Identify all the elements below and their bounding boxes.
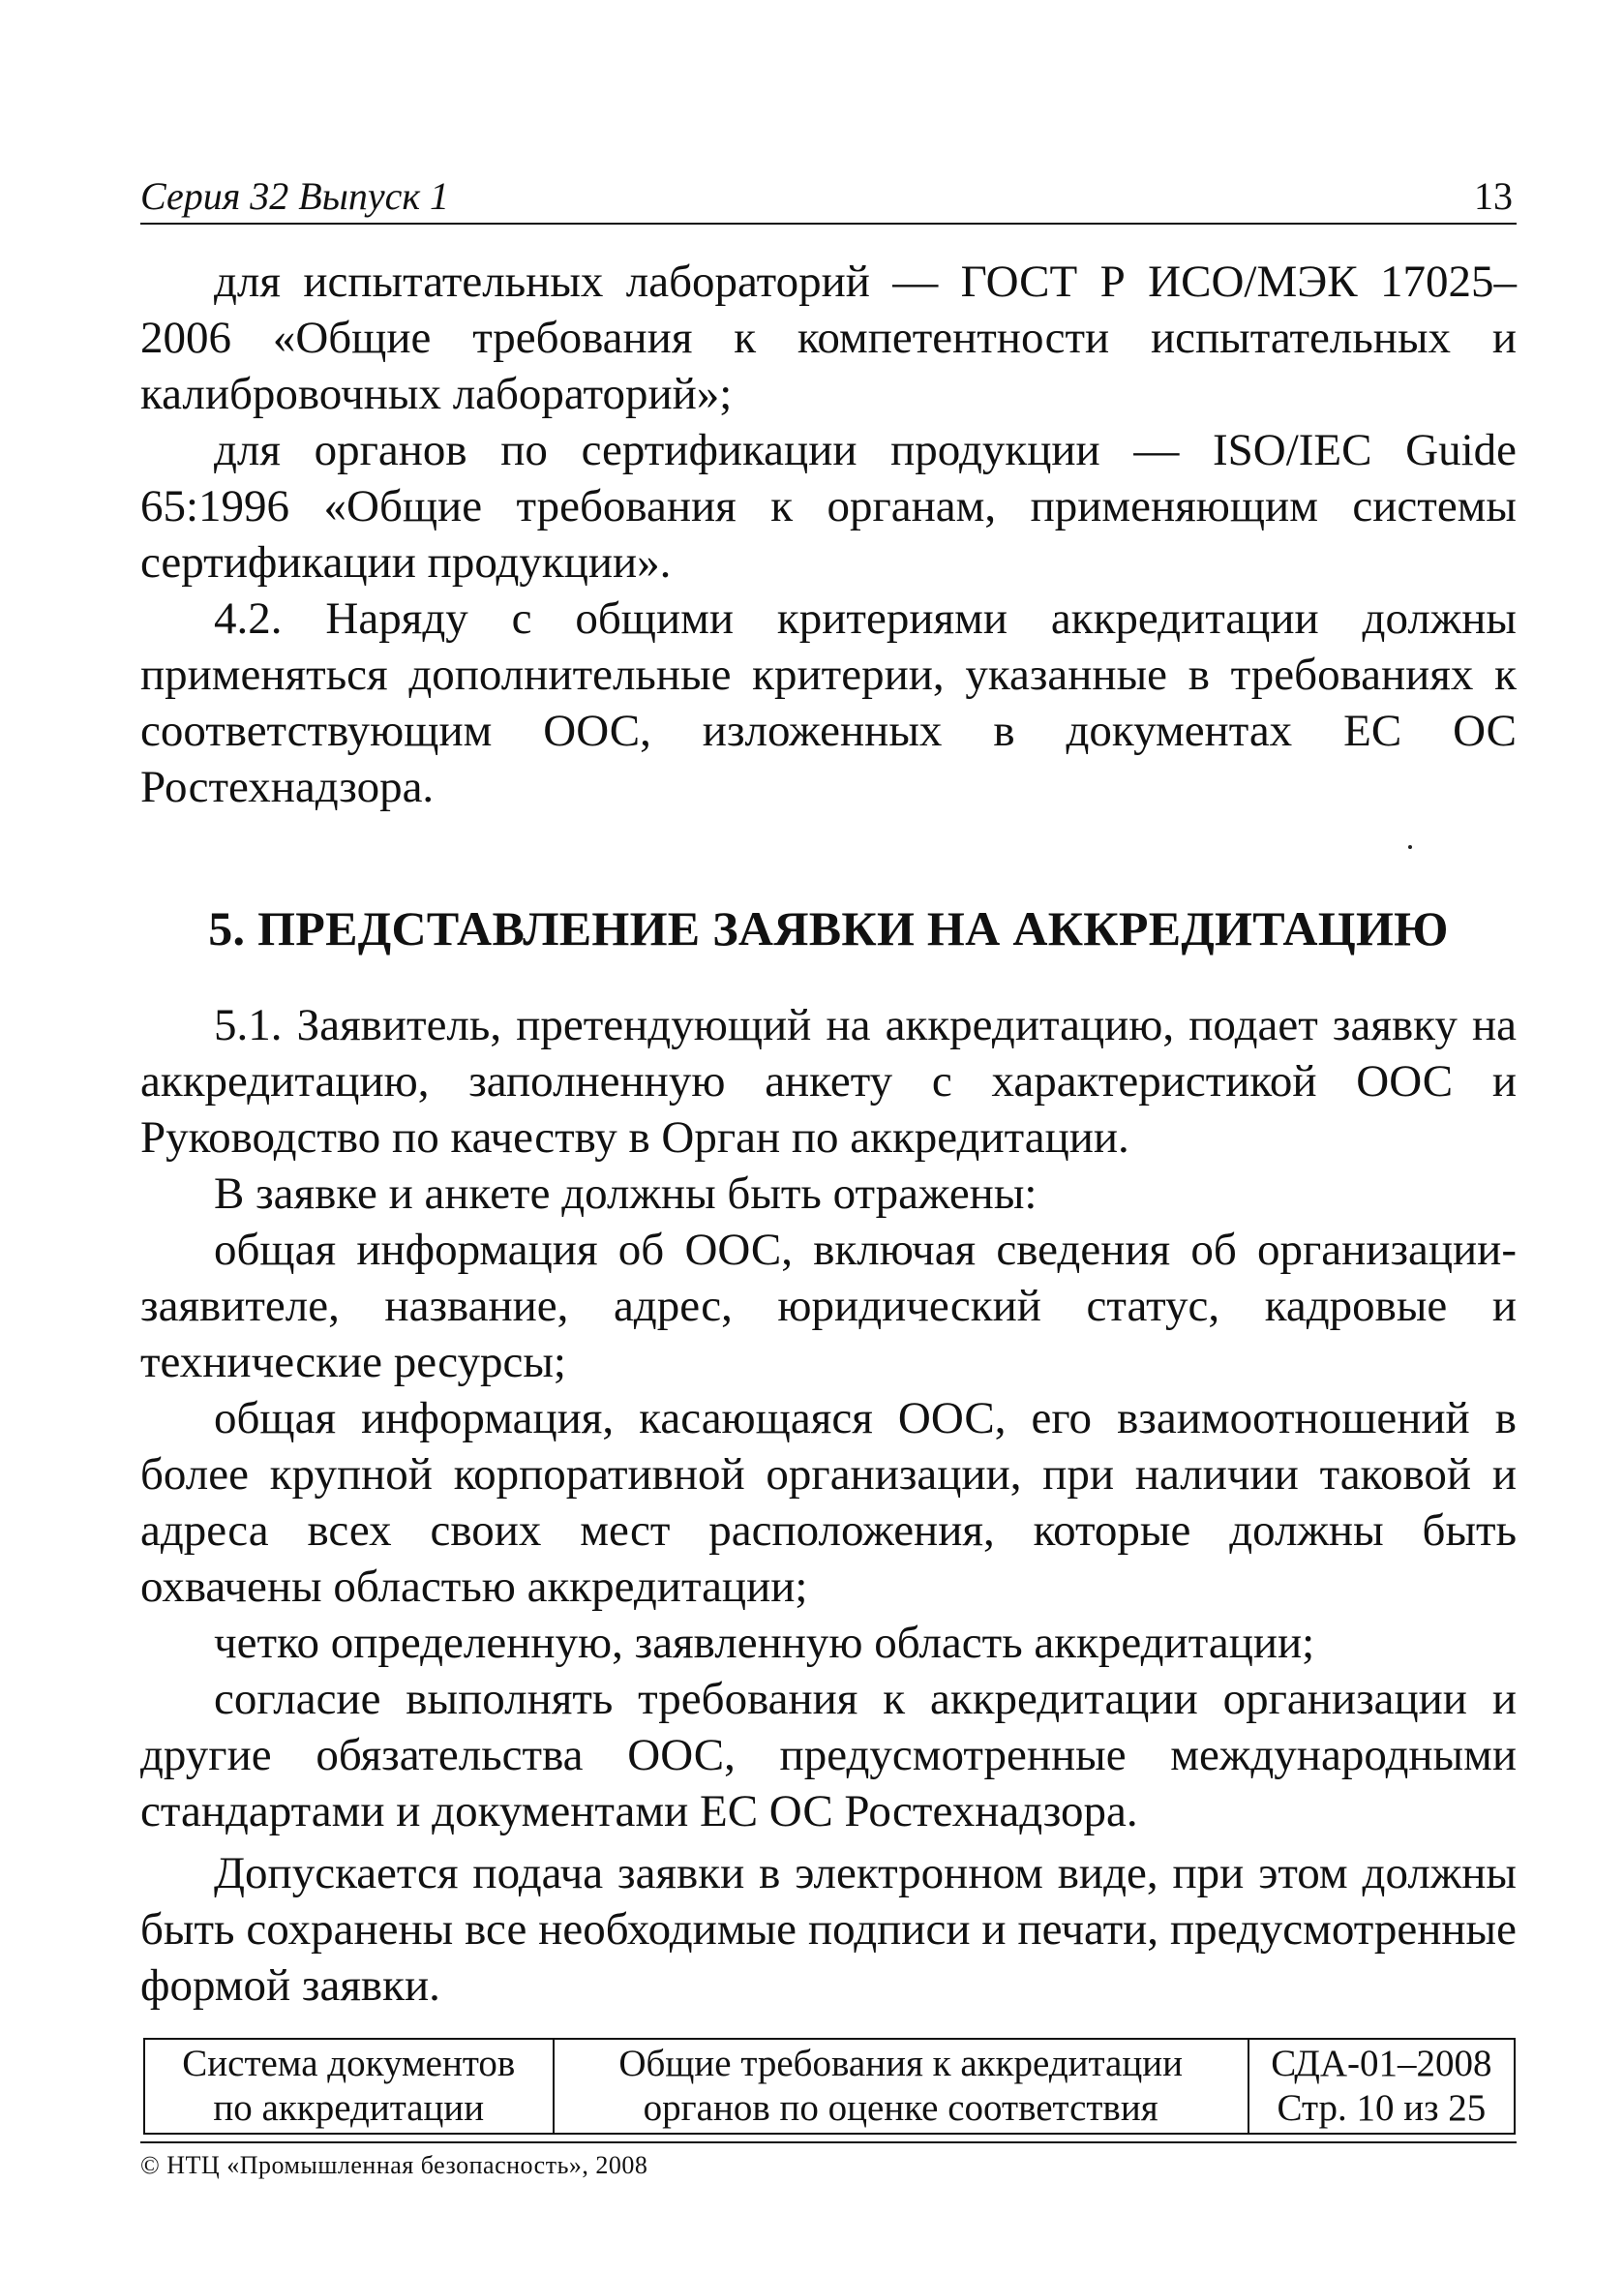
paragraph-general-info: общая информация об ООС, включая сведения об организации-заявителе, название, адрес, юридический статус, кадровые и технические ресурсы; bbox=[140, 1225, 1517, 1387]
paragraph-4-2: 4.2. Наряду с общими критериями аккредитации должны применяться дополнительные критерии, указанные в требованиях к соответствующим ООС, изложенных в документах ЕС ОС Ростехнадзора. bbox=[140, 593, 1517, 812]
footer-title-line1: Общие требования к аккредитации bbox=[618, 2043, 1183, 2084]
paragraph-electronic-submission: Допускается подача заявки в электронном виде, при этом должны быть сохранены все необходимые подписи и печати, предусмотренные формой заявки. bbox=[140, 1848, 1517, 2011]
footer-system-cell bbox=[144, 2039, 554, 2134]
paragraph-requirements-intro: В заявке и анкете должны быть отражены: bbox=[214, 1168, 1038, 1219]
document-footer-table bbox=[143, 2038, 1516, 2135]
running-header bbox=[140, 172, 1517, 225]
section-body bbox=[140, 997, 1517, 2014]
footer-title-line2: органов по оценке соответствия bbox=[643, 2087, 1158, 2129]
section-heading: 5. ПРЕДСТАВЛЕНИЕ ЗАЯВКИ НА АККРЕДИТАЦИЮ bbox=[208, 901, 1449, 956]
footer-row bbox=[144, 2039, 1515, 2134]
series-label: Серия 32 Выпуск 1 bbox=[140, 174, 450, 218]
paragraph-scope: четко определенную, заявленную область аккредитации; bbox=[214, 1618, 1315, 1668]
footer-doc-code: СДА-01–2008 bbox=[1271, 2043, 1492, 2084]
top-text-block bbox=[140, 254, 1517, 815]
copyright-divider bbox=[140, 2141, 1517, 2143]
footer-code-cell bbox=[1248, 2039, 1515, 2134]
paragraph-corporate-info: общая информация, касающаяся ООС, его взаимоотношений в более крупной корпоративной организации, при наличии таковой и адреса всех своих мест расположения, которые должны быть охвачены областью аккредитации; bbox=[140, 1393, 1517, 1612]
page-number: 13 bbox=[1474, 174, 1513, 218]
paragraph-certification-bodies: для органов по сертификации продукции — ISO/IEC Guide 65:1996 «Общие требования к органам, применяющим системы сертификации продукции». bbox=[140, 425, 1517, 588]
paragraph-labs: для испытательных лабораторий — ГОСТ Р ИСО/МЭК 17025–2006 «Общие требования к компетентности испытательных и калибровочных лабораторий»; bbox=[140, 257, 1517, 419]
footer-page-of: Стр. 10 из 25 bbox=[1277, 2087, 1487, 2129]
footer-system-line2: по аккредитации bbox=[213, 2087, 485, 2129]
scan-speck bbox=[1408, 845, 1412, 849]
paragraph-consent: согласие выполнять требования к аккредитации организации и другие обязательства ООС, предусмотренные международными стандартами и документами ЕС ОС Ростехнадзора. bbox=[140, 1674, 1517, 1836]
copyright-line: © НТЦ «Промышленная безопасность», 2008 bbox=[140, 2151, 648, 2179]
footer-system-line1: Система документов bbox=[182, 2043, 516, 2084]
footer-title-cell bbox=[554, 2039, 1248, 2134]
paragraph-5-1: 5.1. Заявитель, претендующий на аккредитацию, подает заявку на аккредитацию, заполненную анкету с характеристикой ООС и Руководство по качеству в Орган по аккредитации. bbox=[140, 1000, 1517, 1163]
